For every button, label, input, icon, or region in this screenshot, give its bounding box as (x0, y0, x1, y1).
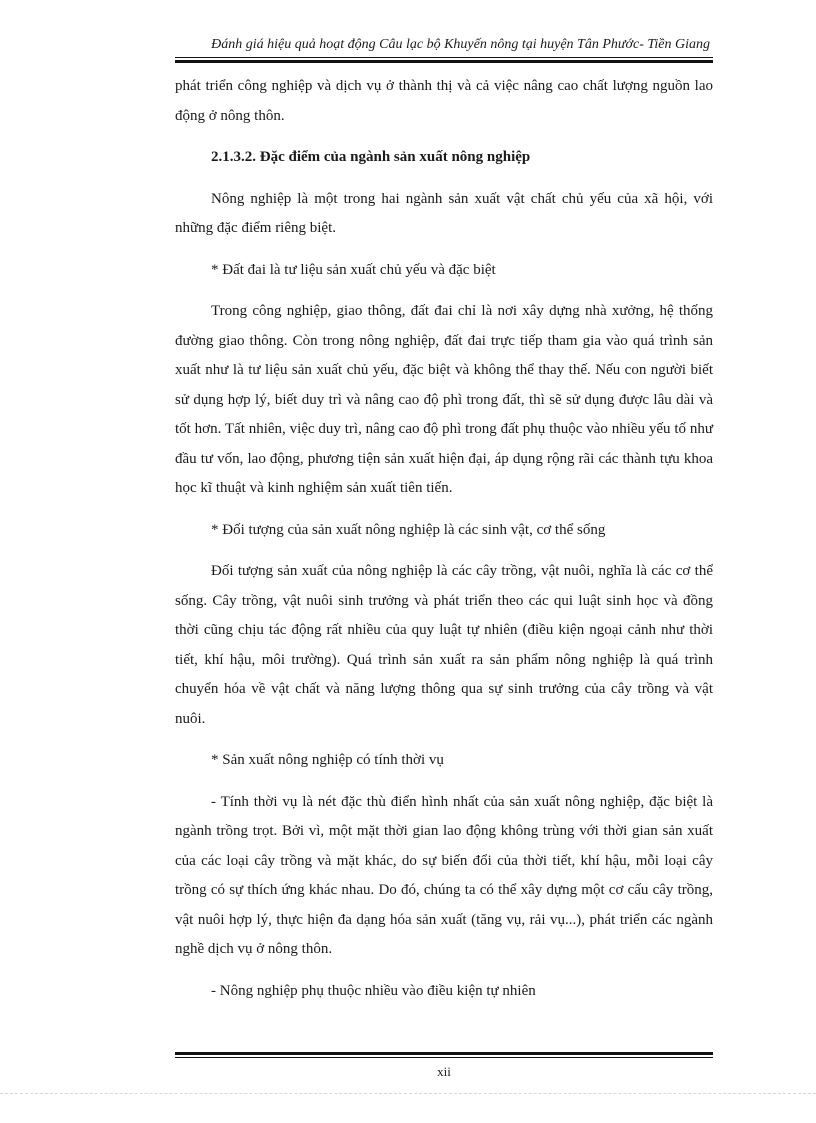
header-rule-thick (175, 60, 713, 63)
paragraph-natural-conditions: - Nông nghiệp phụ thuộc nhiều vào điều kiện tự nhiên (211, 982, 536, 999)
paragraph-seasonality: - Tính thời vụ là nét đặc thù điển hình nhất của sản xuất nông nghiệp, đặc biệt là ngành trồng trọt. Bởi vì, một mặt thời gian lao động không trùng với thời gian sản xuất của các loại cây trồng và mặt khác, do sự biến đổi của thời tiết, khí hậu, mỗi loại cây trồng có sự thích ứng khác nhau. Do đó, chúng ta có thể xây dựng một cơ cấu cây trồng, vật nuôi hợp lý, thực hiện đa dạng hóa sản xuất (tăng vụ, rải vụ...), phát triển các ngành nghề dịch vụ ở nông thôn. (175, 793, 713, 957)
paragraph-continuation: phát triển công nghiệp và dịch vụ ở thành thị và cả việc nâng cao chất lượng nguồn lao động ở nông thôn. (175, 78, 713, 124)
bullet-land: * Đất đai là tư liệu sản xuất chủ yếu và đặc biệt (211, 261, 496, 278)
bullet-organisms: * Đối tượng của sản xuất nông nghiệp là các sinh vật, cơ thể sống (211, 521, 606, 538)
header-rule-thin (175, 57, 713, 58)
section-heading: 2.1.3.2. Đặc điểm của ngành sản xuất nông nghiệp (211, 149, 531, 165)
bullet-seasonality: * Sản xuất nông nghiệp có tính thời vụ (211, 752, 444, 768)
running-header: Đánh giá hiệu quả hoạt động Câu lạc bộ Khuyến nông tại huyện Tân Phước- Tiền Giang (211, 37, 710, 52)
footer-rule-thick (175, 1052, 713, 1055)
page-edge-divider (0, 1093, 816, 1094)
footer-rule-thin (175, 1057, 713, 1058)
page-body (175, 72, 713, 1018)
paragraph-land: Trong công nghiệp, giao thông, đất đai chỉ là nơi xây dựng nhà xưởng, hệ thống đường giao thông. Còn trong nông nghiệp, đất đai trực tiếp tham gia vào quá trình sản xuất như là tư liệu sản xuất chủ yếu, đặc biệt và không thể thay thế. Nếu con người biết sử dụng hợp lý, biết duy trì và nâng cao độ phì trong đất, thì sẽ sử dụng được lâu dài và tốt hơn. Tất nhiên, việc duy trì, nâng cao độ phì trong đất phụ thuộc vào nhiều yếu tố như đầu tư vốn, lao động, phương tiện sản xuất hiện đại, áp dụng rộng rãi các thành tựu khoa học kĩ thuật và kinh nghiệm sản xuất tiên tiến. (175, 303, 713, 496)
page-number: xii (437, 1064, 451, 1079)
paragraph-intro: Nông nghiệp là một trong hai ngành sản xuất vật chất chủ yếu của xã hội, với những đặc điểm riêng biệt. (175, 190, 713, 236)
paragraph-organisms: Đối tượng sản xuất của nông nghiệp là các cây trồng, vật nuôi, nghĩa là các cơ thể sống. Cây trồng, vật nuôi sinh trưởng và phát triển theo các qui luật sinh học và đồng thời cũng chịu tác động rất nhiều của quy luật tự nhiên (điều kiện ngoại cảnh như thời tiết, khí hậu, môi trường). Quá trình sản xuất ra sản phẩm nông nghiệp là quá trình chuyển hóa về vật chất và năng lượng thông qua sự sinh trưởng của cây trồng và vật nuôi. (175, 563, 713, 727)
